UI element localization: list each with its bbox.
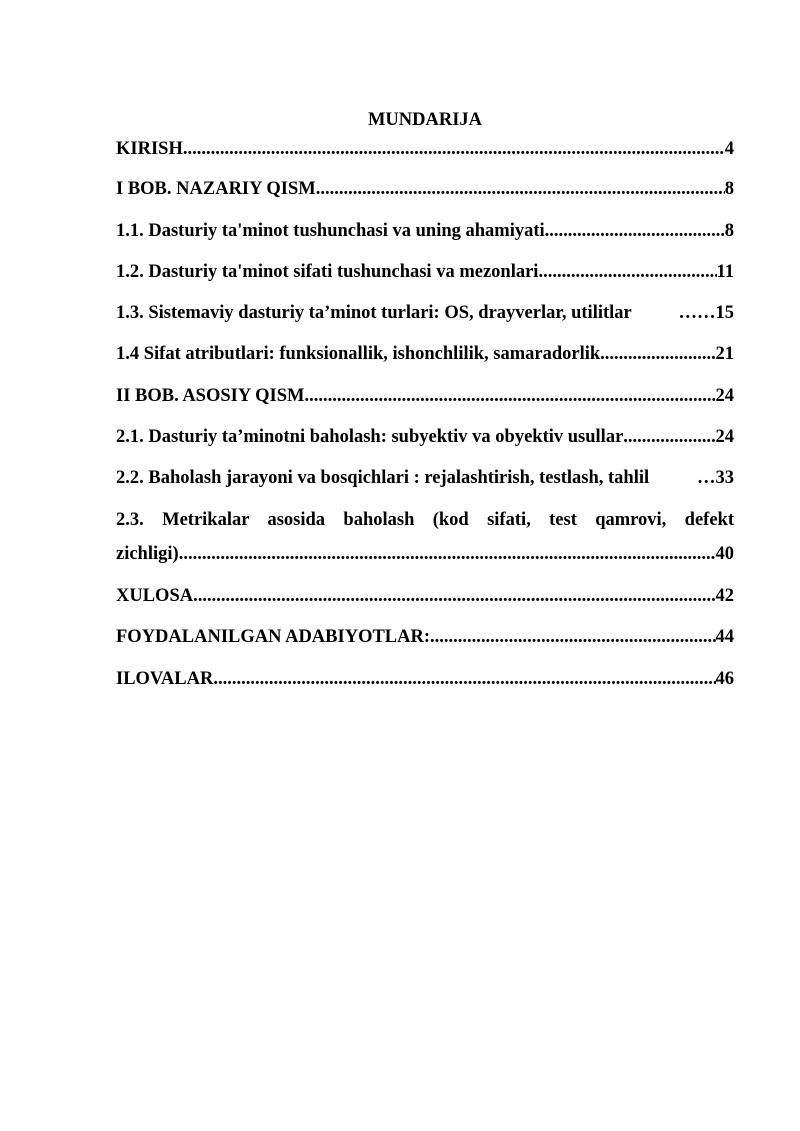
toc-entry-1-4 [116, 343, 734, 365]
toc-entry-xulosa [116, 585, 734, 607]
toc-entry-text: ILOVALAR [116, 669, 214, 689]
toc-dot-leader [179, 543, 716, 565]
toc-entry-2-1 [116, 426, 734, 448]
toc-entry-ilovalar [116, 668, 734, 690]
toc-dot-leader [623, 426, 715, 448]
toc-page-number: 24 [715, 427, 734, 447]
toc-dot-leader [213, 668, 715, 690]
toc-entry-1-2 [116, 261, 734, 283]
toc-dot-leader [430, 626, 715, 648]
toc-page-number: 33 [715, 468, 734, 488]
toc-entry-text: 2.1. Dasturiy ta’minotni baholash: subyektiv va obyektiv usullar [116, 427, 624, 447]
toc-page-number: 15 [715, 303, 734, 323]
toc-page-number: 4 [724, 139, 734, 159]
toc-entry-kirish [116, 138, 734, 160]
toc-entry-2-3-line2 [116, 543, 734, 565]
toc-entry-adabiyotlar [116, 626, 734, 648]
toc-entry-bob-2 [116, 385, 734, 407]
toc-dot-leader [316, 178, 725, 200]
toc-entry-text: 1.1. Dasturiy ta'minot tushunchasi va uning ahamiyati [116, 221, 545, 241]
toc-page-number: 24 [715, 386, 734, 406]
toc-entry-text: I BOB. NAZARIY QISM [116, 179, 316, 199]
toc-entry-text: 1.3. Sistemaviy dasturiy ta’minot turlari: OS, drayverlar, utilitlar [116, 303, 632, 323]
toc-dot-leader [183, 138, 725, 160]
toc-page-number: 40 [715, 544, 734, 564]
toc-page-number: 8 [724, 179, 734, 199]
toc-entry-text: FOYDALANILGAN ADABIYOTLAR: [116, 627, 431, 647]
toc-entry-text: II BOB. ASOSIY QISM [116, 386, 305, 406]
toc-entry-2-2 [116, 467, 734, 489]
toc-dot-leader [538, 261, 716, 283]
toc-ellipsis: …… [678, 303, 716, 323]
toc-entry-2-3-line1: 2.3. Metrikalar asosida baholash (kod sifati, test qamrovi, defekt [116, 510, 734, 530]
toc-entry-text: 1.2. Dasturiy ta'minot sifati tushunchasi va mezonlari [116, 262, 539, 282]
toc-ellipsis: … [697, 468, 716, 488]
toc-entry-1-1 [116, 220, 734, 242]
toc-page-number: 11 [716, 262, 734, 282]
toc-page-number: 46 [715, 669, 734, 689]
toc-entry-text: zichligi) [116, 544, 179, 564]
toc-page-number: 8 [724, 221, 734, 241]
toc-page-number: 44 [715, 627, 734, 647]
toc-entry-text: XULOSA [116, 586, 194, 606]
toc-entry-text: KIRISH [116, 139, 183, 159]
toc-page-number: 42 [715, 586, 734, 606]
toc-entry-bob-1 [116, 178, 734, 200]
toc-title: MUNDARIJA [367, 110, 483, 130]
toc-entry-text: 1.4 Sifat atributlari: funksionallik, ishonchlilik, samaradorlik [116, 344, 601, 364]
toc-entry-text: 2.2. Baholash jarayoni va bosqichlari : rejalashtirish, testlash, tahlil [116, 468, 650, 488]
toc-dot-leader [545, 220, 725, 242]
toc-dot-leader [305, 385, 716, 407]
toc-entry-1-3 [116, 302, 734, 324]
toc-dot-leader [193, 585, 715, 607]
toc-dot-leader [600, 343, 715, 365]
toc-page-number: 21 [715, 344, 734, 364]
